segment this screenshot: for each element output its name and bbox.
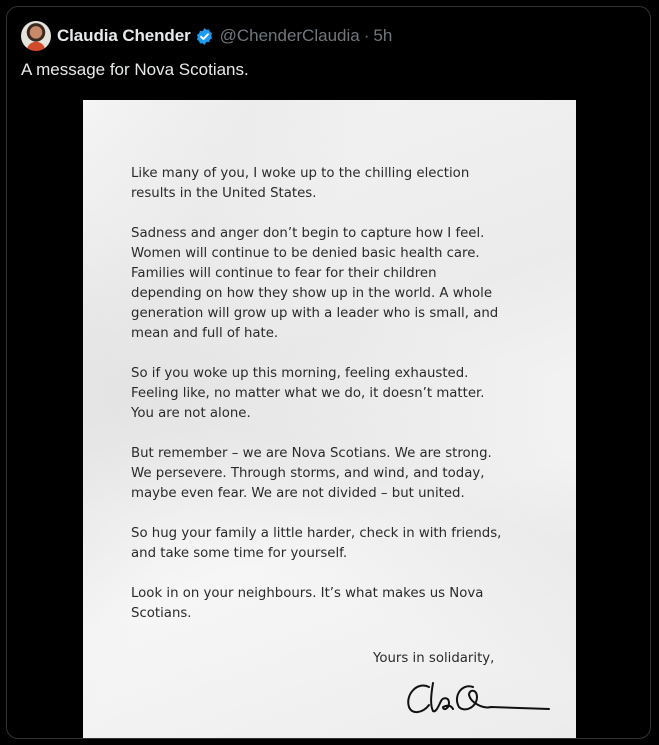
letter-closing: Yours in solidarity, — [373, 651, 495, 666]
verified-badge-icon — [195, 27, 214, 46]
tweet-card[interactable] — [6, 6, 651, 739]
letter-paragraph: Sadness and anger don’t begin to capture how I feel. Women will continue to be denied basic health care. Families will continue to fear for their children depending on how they show up in the world. A whole generation will grow up with a leader who is small, and mean and full of hate. — [131, 226, 499, 341]
tweet-image[interactable] — [83, 100, 576, 738]
avatar[interactable] — [21, 21, 51, 51]
tweet-text: A message for Nova Scotians. — [21, 60, 249, 79]
letter-paragraph: So hug your family a little harder, check in with friends, and take some time for yourself. — [131, 526, 502, 561]
separator-dot: · — [363, 26, 370, 45]
letter-body — [131, 164, 551, 644]
letter-paragraph: So if you woke up this morning, feeling exhausted. Feeling like, no matter what we do, it doesn’t matter. You are not alone. — [131, 366, 485, 421]
letter-paragraph: But remember – we are Nova Scotians. We are strong. We persevere. Through storms, and wind, and today, maybe even fear. We are not divided – but united. — [131, 446, 492, 501]
letter-paragraph: Like many of you, I woke up to the chilling election results in the United States. — [131, 166, 470, 201]
author-name[interactable]: Claudia Chender — [57, 26, 191, 45]
tweet-timestamp[interactable]: 5h — [373, 26, 393, 45]
handwritten-signature — [403, 675, 553, 721]
tweet-header — [21, 21, 392, 51]
author-handle[interactable]: @ChenderClaudia — [219, 26, 360, 45]
letter-paragraph: Look in on your neighbours. It’s what makes us Nova Scotians. — [131, 586, 484, 621]
